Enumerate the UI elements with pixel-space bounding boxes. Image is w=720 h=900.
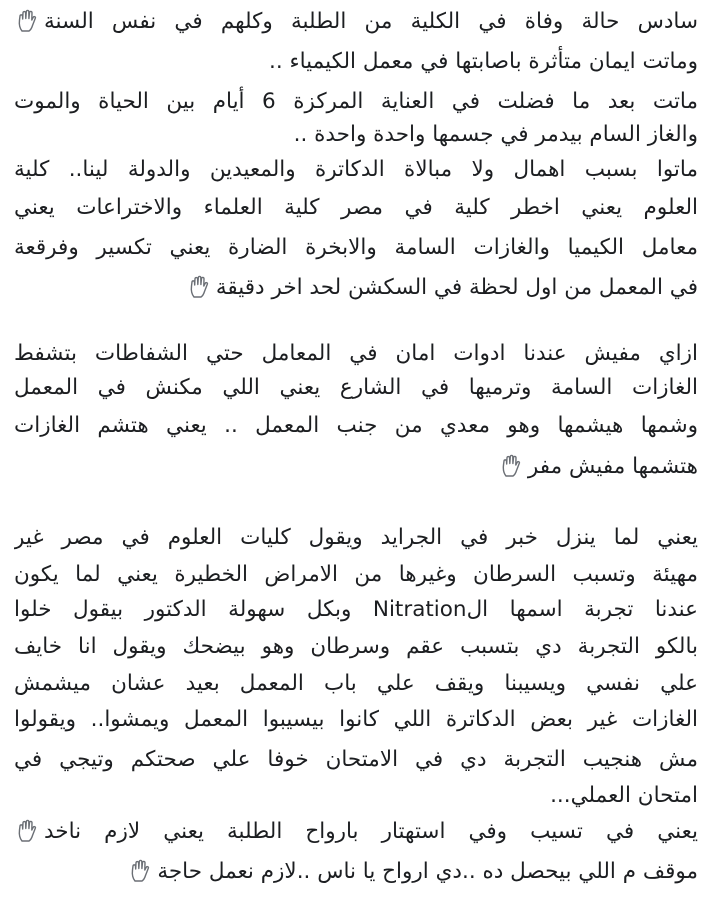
post-line-14: مهيئة وتسبب السرطان وغيرها من الامراض الخطيرة يعني لما يكون <box>14 562 698 587</box>
post-line-20: امتحان العملي... <box>550 783 698 808</box>
post-line-11: وشمها هيشمها وهو معدي من جنب المعمل .. يعني هتشم الغازات <box>14 413 698 438</box>
post-line-12: هتشمها مفيش مفر <box>14 447 698 487</box>
raised-hand-icon <box>16 9 38 33</box>
post-line-3: ماتت بعد ما فضلت في العناية المركزة 6 أيام بين الحياة والموت <box>14 89 698 114</box>
post-line-15: عندنا تجربة اسمها الNitration وبكل سهولة الدكتور بيقول خلوا <box>14 597 698 622</box>
post-line-2: وماتت ايمان متأثرة باصابتها في معمل الكيمياء .. <box>269 49 698 74</box>
post-line-5: ماتوا بسبب اهمال ولا مبالاة الدكاترة والمعيدين والدولة لينا.. كلية <box>14 157 698 182</box>
post-line-18: الغازات غير بعض الدكاترة اللي كانوا بيسيبوا المعمل ويمشوا.. ويقولوا <box>14 707 698 732</box>
raised-hand-icon <box>129 859 151 883</box>
raised-hand-icon <box>500 454 522 478</box>
post-line-19: مش هنجيب التجربة دي في الامتحان خوفا علي صحتكم وتيجي في <box>14 747 698 772</box>
post-line-13: يعني لما ينزل خبر في الجرايد ويقول كليات العلوم في مصر غير <box>14 525 698 550</box>
post-line-7: معامل الكيميا والغازات السامة والابخرة الضارة يعني تكسير وفرقعة <box>14 235 698 260</box>
raised-hand-icon <box>16 819 38 843</box>
post-line-6: العلوم يعني اخطر كلية في مصر كلية العلماء والاختراعات يعني <box>14 195 698 220</box>
post-line-21: يعني في تسيب وفي استهتار بارواح الطلبة يعني لازم ناخد <box>14 812 698 852</box>
post-line-8: في المعمل من اول لحظة في السكشن لحد اخر دقيقة <box>14 268 698 308</box>
post-line-22: موقف م اللي بيحصل ده ..دي ارواح يا ناس ..لازم نعمل حاجة <box>14 852 698 892</box>
post-line-1: سادس حالة وفاة في الكلية من الطلبة وكلهم في نفس السنة <box>14 2 698 42</box>
post-line-4: والغاز السام بيدمر في جسمها واحدة واحدة .. <box>293 122 698 147</box>
post-line-17: علي نفسي ويسيبنا ويقف علي باب المعمل بعيد عشان ميشمش <box>14 671 698 696</box>
post-line-16: بالكو التجربة دي بتسبب عقم وسرطان وهو بيضحك ويقول انا خايف <box>14 634 698 659</box>
raised-hand-icon <box>188 275 210 299</box>
post-line-9: ازاي مفيش عندنا ادوات امان في المعامل حتي الشفاطات بتشفط <box>14 341 698 366</box>
post-line-10: الغازات السامة وترميها في الشارع يعني اللي مكنش في المعمل <box>14 375 698 400</box>
